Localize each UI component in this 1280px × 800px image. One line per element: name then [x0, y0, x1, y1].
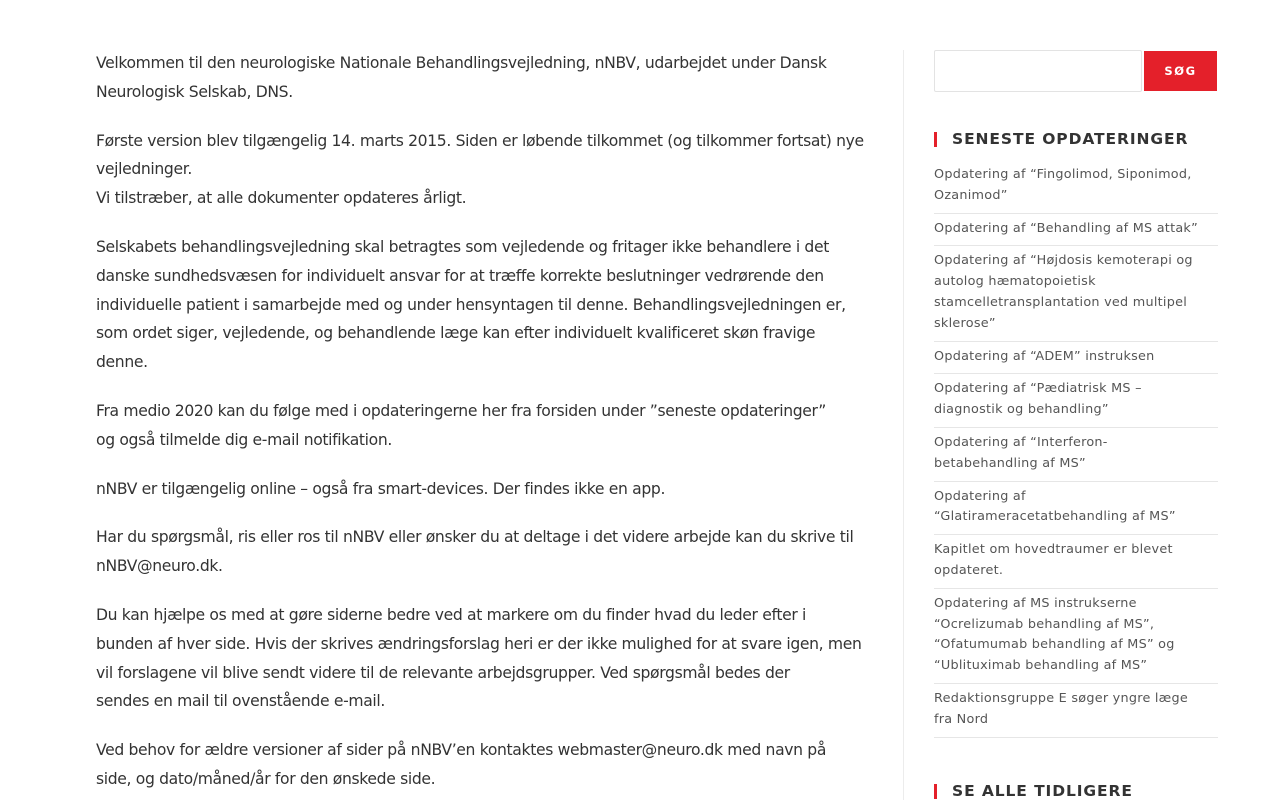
recent-update-line: Kapitlet om hovedtraumer er blevet [934, 542, 1173, 558]
paragraph-line: sendes en mail til ovenstående e-mail. [96, 692, 385, 711]
recent-update-link[interactable] [934, 347, 1218, 368]
recent-update-line: “Ocrelizumab behandling af MS”, [934, 616, 1155, 632]
list-item [934, 246, 1218, 341]
recent-update-link[interactable] [934, 594, 1218, 677]
paragraph-line: vil forslagene vil blive sendt videre til de relevante arbejdsgrupper. Ved spørgsmål bedes der [96, 663, 790, 682]
list-item [934, 160, 1218, 214]
older-updates-title: SE ALLE TIDLIGERE [934, 780, 1218, 800]
recent-update-line: Opdatering af “Behandling af MS attak” [934, 220, 1198, 236]
paragraph-line: Selskabets behandlingsvejledning skal betragtes som vejledende og fritager ikke behandlere i det [96, 237, 829, 256]
recent-update-line: betabehandling af MS” [934, 455, 1086, 471]
recent-update-line: Opdatering af “Pædiatrisk MS – [934, 381, 1142, 397]
paragraph-line: og også tilmelde dig e-mail notifikation. [96, 430, 392, 449]
paragraph-line: vejledninger. [96, 160, 192, 179]
list-item [934, 684, 1218, 738]
recent-update-line: Opdatering af “Interferon- [934, 434, 1108, 450]
recent-update-link[interactable] [934, 487, 1218, 529]
paragraph-line: Neurologisk Selskab, DNS. [96, 82, 293, 101]
recent-update-line: Opdatering af “ADEM” instruksen [934, 348, 1155, 364]
recent-update-link[interactable] [934, 251, 1218, 334]
recent-update-line: Opdatering af “Fingolimod, Siponimod, [934, 167, 1192, 182]
list-item [934, 428, 1218, 482]
list-item [934, 482, 1218, 536]
recent-update-line: autolog hæmatopoietisk [934, 274, 1096, 290]
list-item [934, 589, 1218, 684]
paragraph-line: Vi tilstræber, at alle dokumenter opdateres årligt. [96, 189, 467, 208]
list-item [934, 374, 1218, 428]
recent-update-line: Ozanimod” [934, 187, 1008, 203]
recent-update-link[interactable] [934, 165, 1218, 207]
main-content [96, 49, 876, 800]
content-paragraph [96, 127, 876, 213]
content-paragraph [96, 523, 876, 581]
paragraph-line: Første version blev tilgængelig 14. marts 2015. Siden er løbende tilkommet (og tilkommer fortsat) nye [96, 131, 864, 150]
paragraph-line: individuelle patient i samarbejde med og under hensyntagen til denne. Behandlingsvejledningen er, [96, 295, 846, 314]
recent-update-link[interactable] [934, 433, 1218, 475]
recent-update-line: “Glatirameracetatbehandling af MS” [934, 509, 1176, 525]
recent-update-line: fra Nord [934, 711, 989, 727]
paragraph-line: nNBV er tilgængelig online – også fra smart-devices. Der findes ikke en app. [96, 479, 666, 498]
recent-update-link[interactable] [934, 219, 1218, 240]
search-form [934, 50, 1218, 92]
recent-updates-title: SENESTE OPDATERINGER [934, 128, 1218, 150]
content-paragraph [96, 736, 876, 794]
search-input[interactable] [934, 50, 1142, 92]
recent-update-line: Opdatering af [934, 488, 1026, 504]
recent-update-link[interactable] [934, 689, 1218, 731]
paragraph-line: nNBV@neuro.dk. [96, 557, 223, 576]
list-item [934, 535, 1218, 589]
recent-update-link[interactable] [934, 540, 1218, 582]
paragraph-line: Ved behov for ældre versioner af sider på nNBV’en kontaktes webmaster@neuro.dk med navn på [96, 741, 827, 760]
content-paragraph [96, 233, 876, 377]
paragraph-line: Velkommen til den neurologiske Nationale Behandlingsvejledning, nNBV, udarbejdet under Dansk [96, 54, 827, 72]
recent-updates-list [934, 160, 1218, 738]
sidebar [934, 50, 1218, 800]
recent-update-line: “Ublituximab behandling af MS” [934, 658, 1148, 674]
list-item [934, 342, 1218, 375]
list-item [934, 214, 1218, 247]
content-paragraph [96, 49, 876, 107]
paragraph-line: side, og dato/måned/år for den ønskede side. [96, 769, 436, 788]
content-paragraph [96, 475, 876, 504]
recent-update-line: Opdatering af “Højdosis kemoterapi og [934, 253, 1193, 269]
recent-update-line: sklerose” [934, 315, 996, 331]
search-button[interactable]: SØG [1144, 51, 1217, 91]
paragraph-line: bunden af hver side. Hvis der skrives ændringsforslag heri er der ikke mulighed for at svare igen, men [96, 634, 862, 653]
recent-update-line: opdateret. [934, 562, 1004, 578]
paragraph-line: danske sundhedsvæsen for individuelt ansvar for at træffe korrekte beslutninger vedrørende den [96, 266, 824, 285]
recent-update-line: Opdatering af MS instrukserne [934, 595, 1137, 611]
column-divider [903, 50, 904, 800]
recent-update-line: diagnostik og behandling” [934, 402, 1109, 418]
paragraph-line: som ordet siger, vejledende, og behandlende læge kan efter individuelt kvalificeret skøn fravige [96, 324, 816, 343]
recent-update-link[interactable] [934, 379, 1218, 421]
paragraph-line: Har du spørgsmål, ris eller ros til nNBV eller ønsker du at deltage i det videre arbejde kan du skrive til [96, 528, 854, 547]
recent-update-line: “Ofatumumab behandling af MS” og [934, 637, 1175, 653]
paragraph-line: Du kan hjælpe os med at gøre siderne bedre ved at markere om du finder hvad du leder efter i [96, 605, 806, 624]
paragraph-line: Fra medio 2020 kan du følge med i opdateringerne her fra forsiden under ”seneste opdateringer” [96, 401, 826, 420]
recent-update-line: stamcelletransplantation ved multipel [934, 294, 1187, 310]
content-paragraph [96, 397, 876, 455]
content-paragraph [96, 601, 876, 716]
recent-update-line: Redaktionsgruppe E søger yngre læge [934, 690, 1188, 706]
paragraph-line: denne. [96, 353, 148, 372]
